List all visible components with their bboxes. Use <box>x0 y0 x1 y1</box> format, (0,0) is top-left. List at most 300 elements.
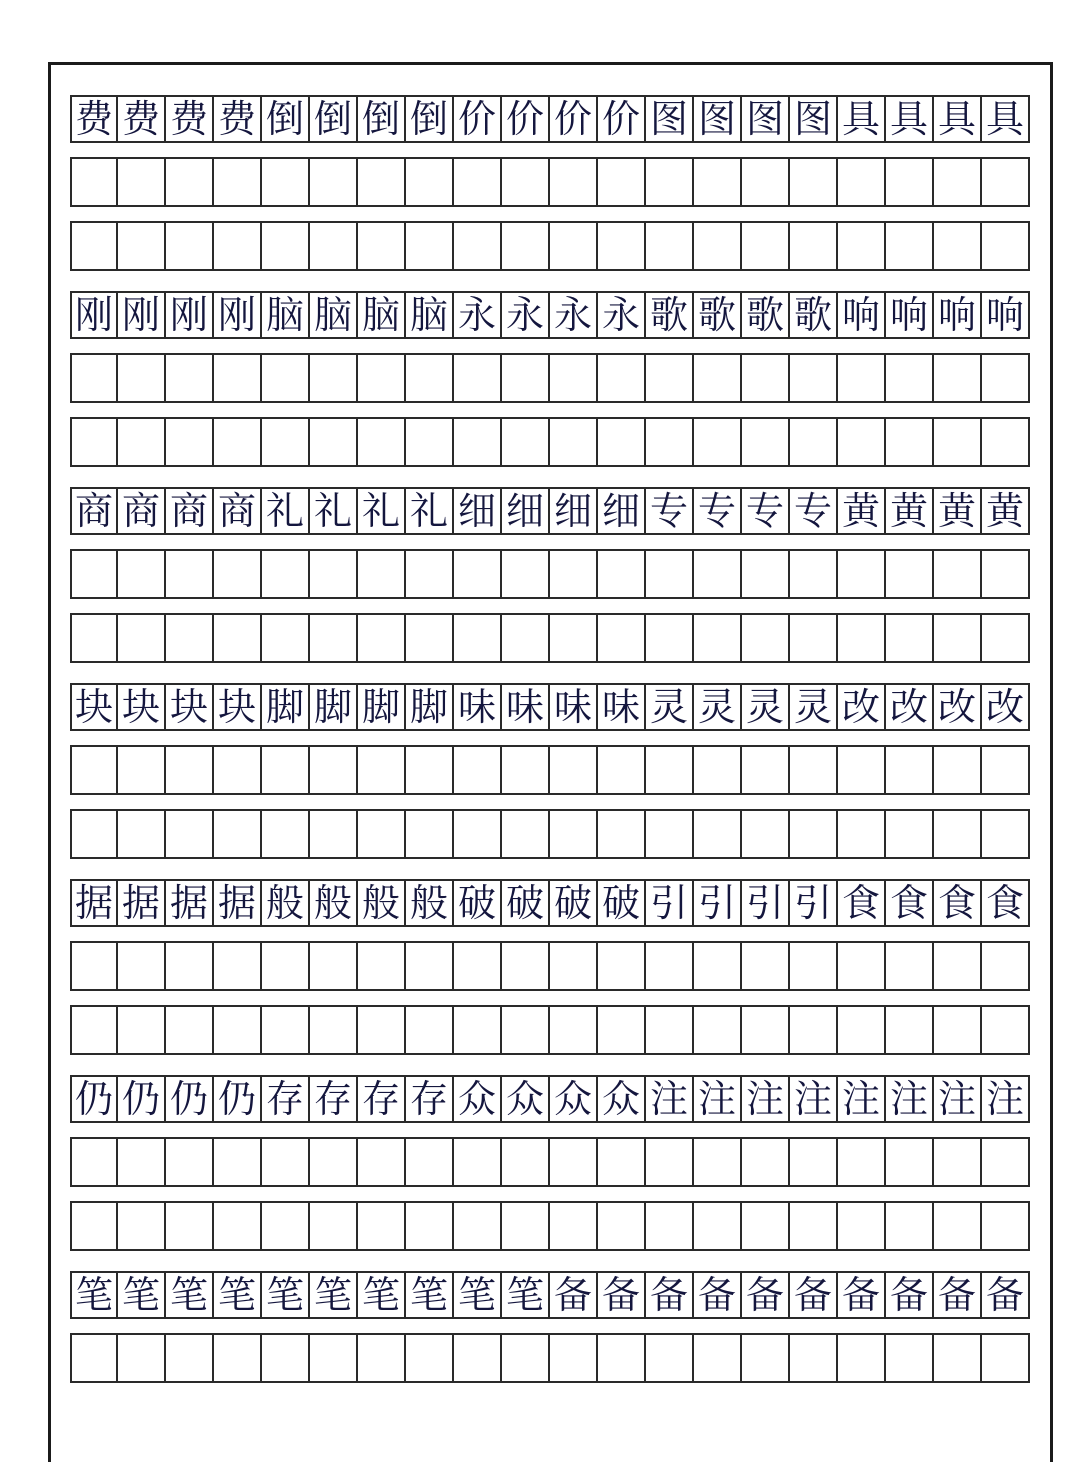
practice-blank-cell[interactable] <box>406 747 454 793</box>
practice-blank-cell[interactable] <box>550 615 598 661</box>
model-character-cell: 响 <box>886 293 934 337</box>
practice-blank-cell[interactable] <box>70 1139 118 1185</box>
practice-blank-cell[interactable] <box>214 943 262 989</box>
practice-blank-cell[interactable] <box>742 943 790 989</box>
model-character-cell: 礼 <box>358 489 406 533</box>
practice-blank-cell[interactable] <box>310 223 358 269</box>
practice-blank-cell[interactable] <box>742 747 790 793</box>
practice-blank-cell[interactable] <box>262 159 310 205</box>
model-character-cell: 专 <box>790 489 838 533</box>
practice-blank-cell[interactable] <box>118 1203 166 1249</box>
model-character-cell: 具 <box>838 97 886 141</box>
practice-blank-cell[interactable] <box>454 355 502 401</box>
practice-blank-cell[interactable] <box>454 1007 502 1053</box>
practice-group <box>70 683 1030 859</box>
practice-blank-cell[interactable] <box>166 811 214 857</box>
practice-blank-cell[interactable] <box>790 1203 838 1249</box>
practice-blank-cell[interactable] <box>598 1203 646 1249</box>
practice-blank-cell[interactable] <box>358 419 406 465</box>
practice-blank-cell[interactable] <box>646 159 694 205</box>
practice-blank-cell[interactable] <box>358 747 406 793</box>
model-character-cell: 灵 <box>742 685 790 729</box>
practice-blank-cell[interactable] <box>310 1335 358 1381</box>
practice-blank-cell[interactable] <box>790 1139 838 1185</box>
practice-blank-cell[interactable] <box>118 811 166 857</box>
practice-blank-cell[interactable] <box>166 1139 214 1185</box>
practice-blank-cell[interactable] <box>838 355 886 401</box>
model-character-cell: 笔 <box>406 1273 454 1317</box>
practice-blank-cell[interactable] <box>70 615 118 661</box>
practice-blank-cell[interactable] <box>646 811 694 857</box>
practice-blank-cell[interactable] <box>262 419 310 465</box>
practice-blank-cell[interactable] <box>262 943 310 989</box>
practice-blank-cell[interactable] <box>934 943 982 989</box>
practice-blank-cell[interactable] <box>646 355 694 401</box>
practice-blank-cell[interactable] <box>550 159 598 205</box>
model-character-cell: 脚 <box>262 685 310 729</box>
practice-blank-cell[interactable] <box>166 551 214 597</box>
practice-blank-cell[interactable] <box>982 1203 1030 1249</box>
practice-blank-cell[interactable] <box>886 419 934 465</box>
model-character-cell: 般 <box>310 881 358 925</box>
practice-blank-cell[interactable] <box>454 551 502 597</box>
practice-blank-cell[interactable] <box>886 1139 934 1185</box>
practice-blank-cell[interactable] <box>934 747 982 793</box>
practice-blank-cell[interactable] <box>934 159 982 205</box>
practice-blank-cell[interactable] <box>502 223 550 269</box>
model-character-cell: 价 <box>502 97 550 141</box>
model-character-cell: 块 <box>70 685 118 729</box>
practice-blank-cell[interactable] <box>502 943 550 989</box>
practice-blank-cell[interactable] <box>262 223 310 269</box>
practice-blank-cell[interactable] <box>694 223 742 269</box>
practice-blank-cell[interactable] <box>934 615 982 661</box>
practice-blank-cell[interactable] <box>70 1007 118 1053</box>
practice-blank-cell[interactable] <box>886 811 934 857</box>
practice-blank-cell[interactable] <box>502 1007 550 1053</box>
practice-blank-cell[interactable] <box>742 159 790 205</box>
practice-blank-cell[interactable] <box>118 1007 166 1053</box>
practice-blank-cell[interactable] <box>70 943 118 989</box>
practice-blank-cell[interactable] <box>214 223 262 269</box>
practice-blank-cell[interactable] <box>214 1335 262 1381</box>
practice-blank-cell[interactable] <box>454 747 502 793</box>
model-character-cell: 刚 <box>214 293 262 337</box>
model-character-cell: 脚 <box>358 685 406 729</box>
practice-blank-cell[interactable] <box>406 223 454 269</box>
model-character-cell: 永 <box>598 293 646 337</box>
practice-blank-cell[interactable] <box>118 551 166 597</box>
practice-blank-cell[interactable] <box>502 355 550 401</box>
practice-blank-cell[interactable] <box>406 811 454 857</box>
practice-blank-cell[interactable] <box>982 811 1030 857</box>
practice-blank-cell[interactable] <box>694 1139 742 1185</box>
practice-blank-cell[interactable] <box>70 1335 118 1381</box>
model-character-cell: 灵 <box>646 685 694 729</box>
practice-blank-cell[interactable] <box>646 1139 694 1185</box>
practice-blank-cell[interactable] <box>262 615 310 661</box>
model-character-cell: 改 <box>838 685 886 729</box>
practice-blank-cell[interactable] <box>310 1203 358 1249</box>
practice-blank-cell[interactable] <box>214 1203 262 1249</box>
practice-blank-cell[interactable] <box>838 811 886 857</box>
practice-blank-cell[interactable] <box>214 159 262 205</box>
practice-blank-cell[interactable] <box>310 747 358 793</box>
practice-blank-cell[interactable] <box>214 419 262 465</box>
practice-blank-cell[interactable] <box>598 615 646 661</box>
practice-blank-cell[interactable] <box>742 811 790 857</box>
practice-blank-cell[interactable] <box>310 355 358 401</box>
practice-blank-cell[interactable] <box>886 1335 934 1381</box>
practice-blank-cell[interactable] <box>550 747 598 793</box>
practice-blank-cell[interactable] <box>886 551 934 597</box>
practice-blank-cell[interactable] <box>502 159 550 205</box>
practice-blank-cell[interactable] <box>838 1335 886 1381</box>
practice-blank-cell[interactable] <box>118 615 166 661</box>
practice-blank-cell[interactable] <box>118 1335 166 1381</box>
model-character-cell: 备 <box>598 1273 646 1317</box>
practice-blank-cell[interactable] <box>406 1335 454 1381</box>
practice-blank-row <box>70 417 1030 467</box>
model-character-cell: 改 <box>982 685 1030 729</box>
practice-blank-cell[interactable] <box>982 1335 1030 1381</box>
practice-blank-cell[interactable] <box>838 747 886 793</box>
practice-blank-cell[interactable] <box>502 1139 550 1185</box>
practice-blank-cell[interactable] <box>358 1335 406 1381</box>
practice-blank-cell[interactable] <box>502 615 550 661</box>
practice-blank-cell[interactable] <box>406 159 454 205</box>
practice-blank-cell[interactable] <box>214 1007 262 1053</box>
practice-blank-cell[interactable] <box>790 223 838 269</box>
practice-blank-cell[interactable] <box>598 159 646 205</box>
practice-blank-cell[interactable] <box>982 943 1030 989</box>
practice-blank-cell[interactable] <box>790 355 838 401</box>
model-character-cell: 破 <box>454 881 502 925</box>
practice-blank-cell[interactable] <box>358 551 406 597</box>
practice-blank-cell[interactable] <box>70 355 118 401</box>
practice-blank-cell[interactable] <box>454 419 502 465</box>
practice-blank-cell[interactable] <box>838 615 886 661</box>
practice-blank-cell[interactable] <box>70 551 118 597</box>
practice-blank-cell[interactable] <box>454 943 502 989</box>
practice-blank-cell[interactable] <box>214 747 262 793</box>
practice-blank-cell[interactable] <box>550 223 598 269</box>
practice-blank-cell[interactable] <box>550 1203 598 1249</box>
practice-blank-cell[interactable] <box>550 811 598 857</box>
model-character-cell: 引 <box>790 881 838 925</box>
practice-blank-cell[interactable] <box>886 1007 934 1053</box>
model-character-cell: 脑 <box>358 293 406 337</box>
model-character-cell: 备 <box>790 1273 838 1317</box>
practice-blank-cell[interactable] <box>502 551 550 597</box>
practice-blank-cell[interactable] <box>694 1007 742 1053</box>
practice-blank-cell[interactable] <box>166 943 214 989</box>
practice-blank-cell[interactable] <box>310 1007 358 1053</box>
practice-blank-cell[interactable] <box>886 159 934 205</box>
practice-blank-cell[interactable] <box>694 159 742 205</box>
practice-blank-cell[interactable] <box>742 1203 790 1249</box>
practice-blank-cell[interactable] <box>214 811 262 857</box>
practice-blank-cell[interactable] <box>838 1203 886 1249</box>
practice-blank-cell[interactable] <box>118 159 166 205</box>
model-character-cell: 存 <box>262 1077 310 1121</box>
practice-blank-cell[interactable] <box>598 1139 646 1185</box>
practice-blank-cell[interactable] <box>598 419 646 465</box>
practice-blank-cell[interactable] <box>694 551 742 597</box>
practice-blank-cell[interactable] <box>694 419 742 465</box>
practice-blank-cell[interactable] <box>934 1007 982 1053</box>
practice-blank-cell[interactable] <box>742 419 790 465</box>
practice-blank-cell[interactable] <box>406 1139 454 1185</box>
practice-blank-cell[interactable] <box>838 419 886 465</box>
practice-blank-cell[interactable] <box>598 355 646 401</box>
practice-blank-cell[interactable] <box>886 615 934 661</box>
practice-blank-cell[interactable] <box>646 1007 694 1053</box>
model-character-cell: 般 <box>358 881 406 925</box>
practice-blank-cell[interactable] <box>166 1203 214 1249</box>
practice-blank-cell[interactable] <box>406 419 454 465</box>
practice-blank-cell[interactable] <box>934 1335 982 1381</box>
practice-blank-cell[interactable] <box>358 159 406 205</box>
practice-blank-cell[interactable] <box>694 1335 742 1381</box>
practice-blank-cell[interactable] <box>454 223 502 269</box>
practice-blank-cell[interactable] <box>598 943 646 989</box>
practice-blank-cell[interactable] <box>406 355 454 401</box>
practice-blank-cell[interactable] <box>598 551 646 597</box>
practice-blank-cell[interactable] <box>838 943 886 989</box>
practice-blank-cell[interactable] <box>118 943 166 989</box>
practice-blank-cell[interactable] <box>262 1139 310 1185</box>
practice-blank-cell[interactable] <box>214 1139 262 1185</box>
practice-blank-cell[interactable] <box>310 811 358 857</box>
practice-blank-cell[interactable] <box>934 355 982 401</box>
model-character-cell: 注 <box>982 1077 1030 1121</box>
practice-blank-cell[interactable] <box>406 551 454 597</box>
practice-blank-cell[interactable] <box>550 1139 598 1185</box>
practice-blank-cell[interactable] <box>694 355 742 401</box>
practice-blank-cell[interactable] <box>838 1007 886 1053</box>
practice-blank-cell[interactable] <box>550 551 598 597</box>
practice-blank-cell[interactable] <box>118 355 166 401</box>
practice-blank-row <box>70 1137 1030 1187</box>
practice-blank-cell[interactable] <box>214 551 262 597</box>
practice-blank-cell[interactable] <box>790 943 838 989</box>
practice-blank-cell[interactable] <box>646 419 694 465</box>
practice-blank-cell[interactable] <box>406 1007 454 1053</box>
practice-blank-cell[interactable] <box>310 943 358 989</box>
practice-blank-cell[interactable] <box>166 1335 214 1381</box>
practice-blank-cell[interactable] <box>742 1139 790 1185</box>
practice-blank-cell[interactable] <box>598 747 646 793</box>
practice-blank-cell[interactable] <box>502 811 550 857</box>
practice-blank-cell[interactable] <box>982 1139 1030 1185</box>
practice-blank-cell[interactable] <box>982 223 1030 269</box>
practice-blank-cell[interactable] <box>166 615 214 661</box>
practice-blank-cell[interactable] <box>358 355 406 401</box>
practice-blank-cell[interactable] <box>406 1203 454 1249</box>
practice-blank-cell[interactable] <box>262 355 310 401</box>
practice-blank-cell[interactable] <box>166 419 214 465</box>
practice-blank-cell[interactable] <box>166 355 214 401</box>
practice-blank-cell[interactable] <box>502 747 550 793</box>
practice-blank-cell[interactable] <box>550 1007 598 1053</box>
practice-blank-cell[interactable] <box>70 747 118 793</box>
practice-blank-cell[interactable] <box>406 943 454 989</box>
model-character-cell: 歌 <box>742 293 790 337</box>
practice-blank-cell[interactable] <box>262 747 310 793</box>
model-character-cell: 存 <box>406 1077 454 1121</box>
practice-blank-cell[interactable] <box>742 1335 790 1381</box>
practice-blank-cell[interactable] <box>454 1203 502 1249</box>
practice-blank-cell[interactable] <box>886 1203 934 1249</box>
practice-blank-cell[interactable] <box>694 1203 742 1249</box>
practice-blank-cell[interactable] <box>646 943 694 989</box>
practice-blank-cell[interactable] <box>646 615 694 661</box>
practice-blank-cell[interactable] <box>694 943 742 989</box>
practice-blank-cell[interactable] <box>838 159 886 205</box>
practice-blank-cell[interactable] <box>310 159 358 205</box>
practice-blank-cell[interactable] <box>598 811 646 857</box>
practice-blank-cell[interactable] <box>358 1139 406 1185</box>
practice-blank-cell[interactable] <box>406 615 454 661</box>
practice-blank-cell[interactable] <box>790 1335 838 1381</box>
practice-blank-cell[interactable] <box>310 419 358 465</box>
practice-blank-cell[interactable] <box>118 747 166 793</box>
practice-blank-cell[interactable] <box>646 1335 694 1381</box>
practice-blank-cell[interactable] <box>358 1007 406 1053</box>
practice-blank-cell[interactable] <box>790 615 838 661</box>
practice-blank-cell[interactable] <box>934 1203 982 1249</box>
practice-blank-cell[interactable] <box>886 223 934 269</box>
model-character-cell: 据 <box>166 881 214 925</box>
practice-blank-cell[interactable] <box>934 1139 982 1185</box>
practice-blank-cell[interactable] <box>982 355 1030 401</box>
practice-blank-cell[interactable] <box>742 615 790 661</box>
practice-blank-cell[interactable] <box>742 551 790 597</box>
practice-blank-cell[interactable] <box>70 159 118 205</box>
practice-blank-cell[interactable] <box>982 1007 1030 1053</box>
practice-blank-cell[interactable] <box>310 1139 358 1185</box>
practice-blank-cell[interactable] <box>934 223 982 269</box>
practice-blank-cell[interactable] <box>262 811 310 857</box>
practice-blank-cell[interactable] <box>262 1335 310 1381</box>
practice-blank-cell[interactable] <box>118 223 166 269</box>
practice-blank-cell[interactable] <box>598 1007 646 1053</box>
practice-blank-cell[interactable] <box>214 355 262 401</box>
practice-blank-cell[interactable] <box>790 551 838 597</box>
model-character-cell: 注 <box>838 1077 886 1121</box>
practice-blank-cell[interactable] <box>70 419 118 465</box>
practice-blank-cell[interactable] <box>502 1335 550 1381</box>
practice-blank-cell[interactable] <box>838 551 886 597</box>
model-character-cell: 脑 <box>262 293 310 337</box>
practice-blank-cell[interactable] <box>454 159 502 205</box>
practice-blank-cell[interactable] <box>70 223 118 269</box>
practice-blank-cell[interactable] <box>982 159 1030 205</box>
practice-blank-cell[interactable] <box>550 419 598 465</box>
practice-blank-cell[interactable] <box>166 747 214 793</box>
practice-blank-cell[interactable] <box>166 223 214 269</box>
practice-blank-cell[interactable] <box>550 1335 598 1381</box>
practice-blank-cell[interactable] <box>358 615 406 661</box>
model-character-cell: 块 <box>166 685 214 729</box>
practice-blank-cell[interactable] <box>646 223 694 269</box>
practice-blank-cell[interactable] <box>934 811 982 857</box>
practice-blank-cell[interactable] <box>694 615 742 661</box>
model-character-cell: 刚 <box>166 293 214 337</box>
practice-blank-cell[interactable] <box>550 943 598 989</box>
practice-blank-cell[interactable] <box>886 355 934 401</box>
model-character-cell: 引 <box>742 881 790 925</box>
practice-blank-cell[interactable] <box>550 355 598 401</box>
model-character-cell: 笔 <box>310 1273 358 1317</box>
practice-blank-cell[interactable] <box>358 223 406 269</box>
practice-blank-cell[interactable] <box>214 615 262 661</box>
practice-blank-cell[interactable] <box>310 551 358 597</box>
practice-blank-cell[interactable] <box>502 419 550 465</box>
practice-blank-cell[interactable] <box>118 1139 166 1185</box>
practice-blank-row <box>70 353 1030 403</box>
model-character-cell: 块 <box>214 685 262 729</box>
practice-blank-cell[interactable] <box>358 943 406 989</box>
practice-blank-cell[interactable] <box>262 1007 310 1053</box>
practice-blank-cell[interactable] <box>70 1203 118 1249</box>
practice-blank-cell[interactable] <box>454 1139 502 1185</box>
practice-blank-cell[interactable] <box>646 747 694 793</box>
practice-blank-cell[interactable] <box>262 1203 310 1249</box>
practice-blank-cell[interactable] <box>646 551 694 597</box>
practice-blank-cell[interactable] <box>598 1335 646 1381</box>
practice-blank-cell[interactable] <box>646 1203 694 1249</box>
practice-blank-cell[interactable] <box>358 1203 406 1249</box>
practice-blank-cell[interactable] <box>454 811 502 857</box>
practice-blank-cell[interactable] <box>982 615 1030 661</box>
practice-blank-cell[interactable] <box>790 747 838 793</box>
practice-blank-cell[interactable] <box>742 223 790 269</box>
practice-blank-cell[interactable] <box>886 747 934 793</box>
practice-blank-cell[interactable] <box>118 419 166 465</box>
practice-blank-cell[interactable] <box>454 615 502 661</box>
practice-blank-cell[interactable] <box>982 551 1030 597</box>
practice-blank-cell[interactable] <box>790 419 838 465</box>
practice-blank-cell[interactable] <box>454 1335 502 1381</box>
practice-blank-cell[interactable] <box>166 1007 214 1053</box>
practice-blank-cell[interactable] <box>166 159 214 205</box>
practice-blank-cell[interactable] <box>310 615 358 661</box>
practice-blank-cell[interactable] <box>934 419 982 465</box>
practice-blank-cell[interactable] <box>742 355 790 401</box>
practice-blank-cell[interactable] <box>838 223 886 269</box>
model-character-cell: 破 <box>598 881 646 925</box>
practice-blank-cell[interactable] <box>790 811 838 857</box>
model-character-cell: 备 <box>934 1273 982 1317</box>
practice-blank-cell[interactable] <box>790 159 838 205</box>
practice-blank-cell[interactable] <box>790 1007 838 1053</box>
practice-blank-cell[interactable] <box>742 1007 790 1053</box>
practice-blank-cell[interactable] <box>886 943 934 989</box>
practice-blank-cell[interactable] <box>982 419 1030 465</box>
practice-blank-cell[interactable] <box>694 747 742 793</box>
practice-blank-cell[interactable] <box>934 551 982 597</box>
practice-blank-cell[interactable] <box>262 551 310 597</box>
practice-blank-cell[interactable] <box>70 811 118 857</box>
practice-blank-cell[interactable] <box>838 1139 886 1185</box>
practice-blank-cell[interactable] <box>982 747 1030 793</box>
practice-blank-cell[interactable] <box>502 1203 550 1249</box>
practice-blank-cell[interactable] <box>598 223 646 269</box>
practice-blank-cell[interactable] <box>358 811 406 857</box>
practice-blank-cell[interactable] <box>694 811 742 857</box>
